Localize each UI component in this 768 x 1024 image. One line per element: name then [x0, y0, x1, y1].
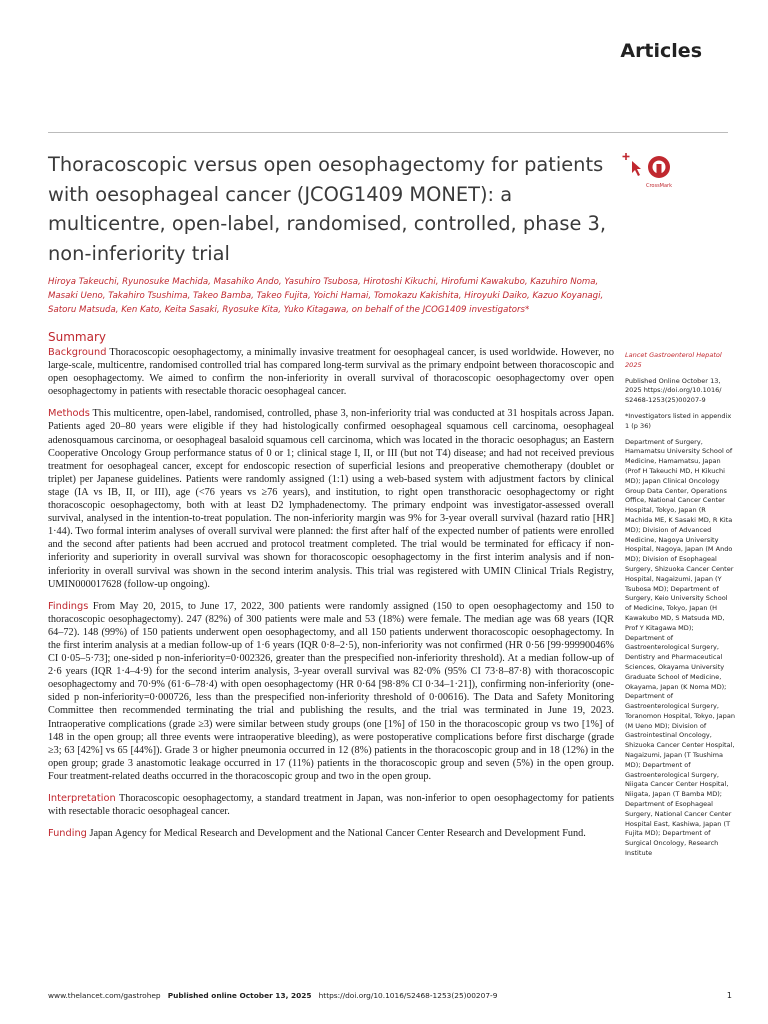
background-paragraph [48, 346, 614, 398]
footer-url[interactable]: www.thelancet.com/gastrohep [48, 991, 161, 1000]
funding-label: Funding [48, 828, 87, 840]
affiliations: Department of Surgery, Hamamatsu University School of Medicine, Hamamatsu, Japan (Prof H Takeuchi MD, H Kikuchi MD); Japan Clinical Oncology Group Data Center, Operations Office, National Cancer Center Hospital, Tokyo, Japan (R Machida ME, K Sasaki MD, R Kita MD); Division of Advanced Medicine, Nagoya University Hospital, Nagoya, Japan (M Ando MD); Division of Esophageal Surgery, Shizuoka Cancer Center Hospital, Nagaizumi, Japan (Y Tsubosa MD); Department of Surgery, Keio University School of Medicine, Tokyo, Japan (H Kawakubo MD, S Matsuda MD, Prof Y Kitagawa MD); Department of Gastroenterological Surgery, Dentistry and Pharmaceutical Sciences, Okayama University Graduate School of Medicine, Okayama, Japan (K Noma MD); Department of Gastroenterological Surgery, Toranomon Hospital, Tokyo, Japan (M Ueno MD); Division of Gastrointestinal Oncology, Shizuoka Cancer Center Hospital, Nagaizumi, Japan (T Tsushima MD); Department of Gastroenterological Surgery, Niigata Cancer Center Hospital, Niigata, Japan (T Bamba MD); Department of Esophageal Surgery, National Cancer Center Hospital East, Kashiwa, Japan (T Fujita MD); Department of Surgical Oncology, Research Institute [625, 437, 735, 858]
abstract [48, 346, 614, 849]
interpretation-label: Interpretation [48, 793, 116, 804]
summary-heading: Summary [48, 330, 106, 344]
background-text: Thoracoscopic oesophagectomy, a minimally invasive treatment for oesophageal cancer, is used worldwide. However, no large-scale, multicentre, randomised controlled trial has compared long-term survival as the primary endpoint between thoracoscopic and open oesophagectomy. We aimed to confirm the non-inferiority in overall survival of thoracoscopic oesophagectomy over open oesophagectomy in patients with resectable thoracic oesophageal cancer. [48, 347, 614, 398]
methods-text: This multicentre, open-label, randomised, controlled, phase 3, non-inferiority trial was conducted at 31 hospitals across Japan. Patients aged 20–80 years were eligible if they had histologically confirmed oesophageal squamous cell carcinoma, oesophageal adenosquamous carcinoma, or oesophageal basaloid squamous cell carcinoma, which was located in the thoracic oesophagus; an Eastern Cooperative Oncology Group performance status of 0 or 1; clinical stage I, II, or III (but not T4) disease; and had not received previous treatment for oesophageal cancer, except for endoscopic resection of superficial lesions and preoperative chemotherapy (doublet or triplet) per Japanese guidelines. Patients were randomly assigned (1:1) using a web-based system with adjustment factors by clinical stage (IA vs IB, II, or III), age (<76 years vs ≥76 years), and institution, to right open transthoracic oesophagectomy or right thoracoscopic oesophagectomy, both with at least D2 lymphadenectomy. The primary endpoint was investigator-assessed overall survival, analysed in the intention-to-treat population. The non-inferiority margin was 9% for 3-year overall survival (hazard ratio [HR] 1·44). Two formal interim analyses of overall survival were planned: the first after half of the expected number of patients were enrolled and the second after patients had been accrued and protocol treatment completed. The trial would be terminated for efficacy if non-inferiority and superiority in overall survival was shown for thoracoscopic oesophagectomy in the first interim analysis and if non-inferiority in overall survival was shown in the second interim analysis. This trial was registered with UMIN Clinical Trials Registry, UMIN000017628 (follow-up ongoing). [48, 408, 615, 590]
header-rule [48, 132, 728, 133]
interpretation-text: Thoracoscopic oesophagectomy, a standard treatment in Japan, was non-inferior to open oesophagectomy for patients with resectable thoracic oesophageal cancer. [48, 793, 614, 818]
findings-text: From May 20, 2015, to June 17, 2022, 300 patients were randomly assigned (150 to open oesophagectomy and 150 to thoracoscopic oesophagectomy). 247 (82%) of 300 patients were male and 53 (18%) were female. The median age was 68 years (IQR 64–72). 148 (99%) of 150 patients underwent open oesophagectomy, and all 150 patients underwent thoracoscopic oesophagectomy. In the first interim analysis at a median follow-up of 1·6 years (IQR 0·8–2·5), non-inferiority was not confirmed (HR 0·56 [99·99990046% CI 0·05–5·73]; one-sided p non-inferiority=0·002326, greater than the prespecified non-inferiority threshold). At a median follow-up of 2·6 years (IQR 1·4–4·9) for the second interim analysis, 3-year overall survival was 82·0% (95% CI 73·8–87·8) with thoracoscopic oesophagectomy and 70·9% (61·6–78·4) with open oesophagectomy (HR 0·64 [98·8% CI 0·34–1·21]), confirming non-inferiority (one-sided p non-inferiority=0·000726, less than the prespecified non-inferiority threshold of 0·00616). The Data and Safety Monitoring Committee then recommended terminating the trial and publishing the results, and the trial was terminated in June 19, 2023. Intraoperative complications (grade ≥3) were similar between study groups (one [1%] of 150 in the thoracoscopic group vs two [1%] of 148 in the open group; all three events were intraoperative bleeding), as were postoperative complications before first discharge (grade ≥3; 63 [42%] vs 65 [44%]). Grade 3 or higher pneumonia occurred in 12 (8%) patients in the thoracoscopic group and in 18 (12%) in the open group; grade 3 anastomotic leakage occurred in 17 (11%) patients in the thoracoscopic group and seven (5%) in the open group. Four treatment-related deaths occurred in the thoracoscopic group and two in the open group. [48, 600, 615, 782]
background-label: Background [48, 347, 107, 358]
article-title: Thoracoscopic versus open oesophagectomy for patients with oesophageal cancer (JCOG1409 MONET): a multicentre, open-label, randomised, controlled, phase 3, non-inferiority trial [48, 153, 607, 265]
crossmark-icon [622, 151, 672, 191]
page-number: 1 [726, 991, 732, 1000]
sidebar [625, 351, 735, 865]
interpretation-paragraph [48, 792, 614, 818]
section-label: Articles [620, 40, 702, 62]
footer [48, 991, 497, 1000]
funding-text: Japan Agency for Medical Research and Development and the National Cancer Center Research and Development Fund. [89, 828, 586, 840]
journal-citation: Lancet Gastroenterol Hepatol 2025 [625, 351, 722, 369]
methods-label: Methods [48, 408, 90, 420]
findings-label: Findings [48, 600, 89, 612]
methods-paragraph [48, 407, 614, 590]
crossmark-label: CrossMark [645, 183, 672, 189]
funding-paragraph [48, 827, 614, 840]
footer-doi[interactable]: https://doi.org/10.1016/S2468-1253(25)00207-9 [318, 991, 498, 1000]
investigators-note: *Investigators listed in appendix 1 (p 36) [625, 411, 732, 430]
crossmark-badge[interactable] [622, 151, 672, 191]
findings-paragraph [48, 600, 614, 783]
footer-published: Published online October 13, 2025 [167, 991, 312, 1000]
published-online[interactable]: Published Online October 13, 2025 https://doi.org/10.1016/ S2468-1253(25)00207-9 [625, 376, 722, 405]
author-list: Hiroya Takeuchi, Ryunosuke Machida, Masahiko Ando, Yasuhiro Tsubosa, Hirotoshi Kikuchi, Hirofumi Kawakubo, Kazuhiro Noma, Masaki Ueno, Takahiro Tsushima, Takeo Bamba, Takeo Fujita, Yoichi Hamai, Tomokazu Kakishita, Hiroyuki Daiko, Kazuo Koyanagi, Satoru Matsuda, Ken Kato, Keita Sasaki, Ryosuke Kita, Yuko Kitagawa, on behalf of the JCOG1409 investigators* [48, 277, 604, 315]
